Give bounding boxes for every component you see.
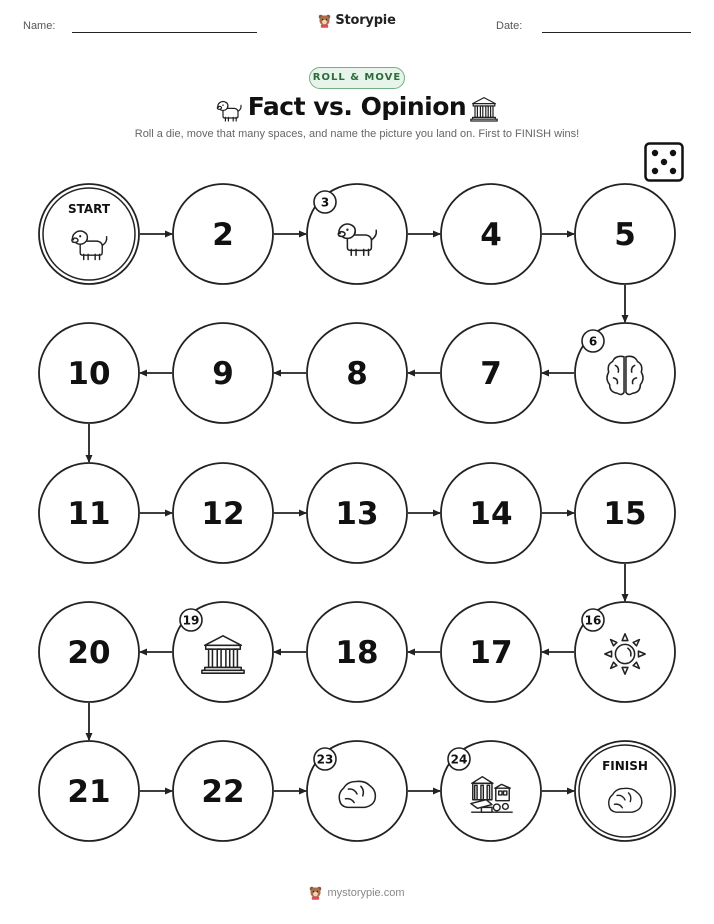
brand-name: Storypie bbox=[335, 13, 396, 28]
space-number: 7 bbox=[480, 356, 502, 392]
space-number: 24 bbox=[450, 752, 468, 767]
space-2[interactable] bbox=[173, 184, 273, 284]
space-number: 6 bbox=[588, 334, 598, 349]
space-number: 2 bbox=[212, 217, 234, 253]
space-19[interactable] bbox=[173, 602, 273, 702]
space-24[interactable] bbox=[441, 741, 541, 841]
space-20[interactable] bbox=[39, 602, 139, 702]
page-title: Fact vs. Opinion bbox=[247, 92, 467, 121]
space-number: 17 bbox=[469, 635, 513, 671]
space-11[interactable] bbox=[39, 463, 139, 563]
space-21[interactable] bbox=[39, 741, 139, 841]
space-5[interactable] bbox=[575, 184, 675, 284]
space-number: 11 bbox=[67, 496, 111, 532]
space-number: 19 bbox=[182, 613, 200, 628]
date-label: Date: bbox=[496, 20, 523, 32]
finish-label: FINISH bbox=[602, 759, 648, 773]
footer bbox=[0, 886, 714, 905]
space-number: 13 bbox=[335, 496, 379, 532]
space-number: 20 bbox=[67, 635, 111, 671]
space-number: 14 bbox=[469, 496, 513, 532]
space-17[interactable] bbox=[441, 602, 541, 702]
space-8[interactable] bbox=[307, 323, 407, 423]
space-number: 23 bbox=[316, 752, 334, 767]
space-14[interactable] bbox=[441, 463, 541, 563]
space-number: 18 bbox=[335, 635, 379, 671]
space-6[interactable] bbox=[575, 323, 675, 423]
space-number: 8 bbox=[346, 356, 368, 392]
space-3[interactable] bbox=[307, 184, 407, 284]
space-number: 10 bbox=[67, 356, 111, 392]
activity-badge: ROLL & MOVE bbox=[309, 67, 405, 89]
footer-url[interactable]: mystorypie.com bbox=[327, 887, 405, 899]
name-label: Name: bbox=[23, 20, 56, 32]
space-22[interactable] bbox=[173, 741, 273, 841]
space-finish[interactable] bbox=[575, 741, 675, 841]
board-spaces bbox=[39, 184, 675, 841]
space-23[interactable] bbox=[307, 741, 407, 841]
space-number: 5 bbox=[614, 217, 636, 253]
space-4[interactable] bbox=[441, 184, 541, 284]
space-start[interactable] bbox=[39, 184, 139, 284]
space-number: 22 bbox=[201, 774, 245, 810]
space-circle bbox=[39, 184, 139, 284]
space-7[interactable] bbox=[441, 323, 541, 423]
space-13[interactable] bbox=[307, 463, 407, 563]
instructions: Roll a die, move that many spaces, and name the picture you land on. First to FINISH wins! bbox=[134, 128, 580, 140]
space-number: 9 bbox=[212, 356, 234, 392]
space-number: 21 bbox=[67, 774, 111, 810]
space-16[interactable] bbox=[575, 602, 675, 702]
space-9[interactable] bbox=[173, 323, 273, 423]
space-number: 16 bbox=[584, 613, 602, 628]
space-number: 4 bbox=[480, 217, 502, 253]
start-label: START bbox=[67, 202, 111, 216]
sun-icon bbox=[605, 634, 645, 674]
bear-logo-icon bbox=[309, 886, 322, 900]
space-10[interactable] bbox=[39, 323, 139, 423]
space-15[interactable] bbox=[575, 463, 675, 563]
space-18[interactable] bbox=[307, 602, 407, 702]
space-number: 12 bbox=[201, 496, 245, 532]
space-number: 3 bbox=[320, 195, 330, 210]
space-number: 15 bbox=[603, 496, 647, 532]
space-12[interactable] bbox=[173, 463, 273, 563]
